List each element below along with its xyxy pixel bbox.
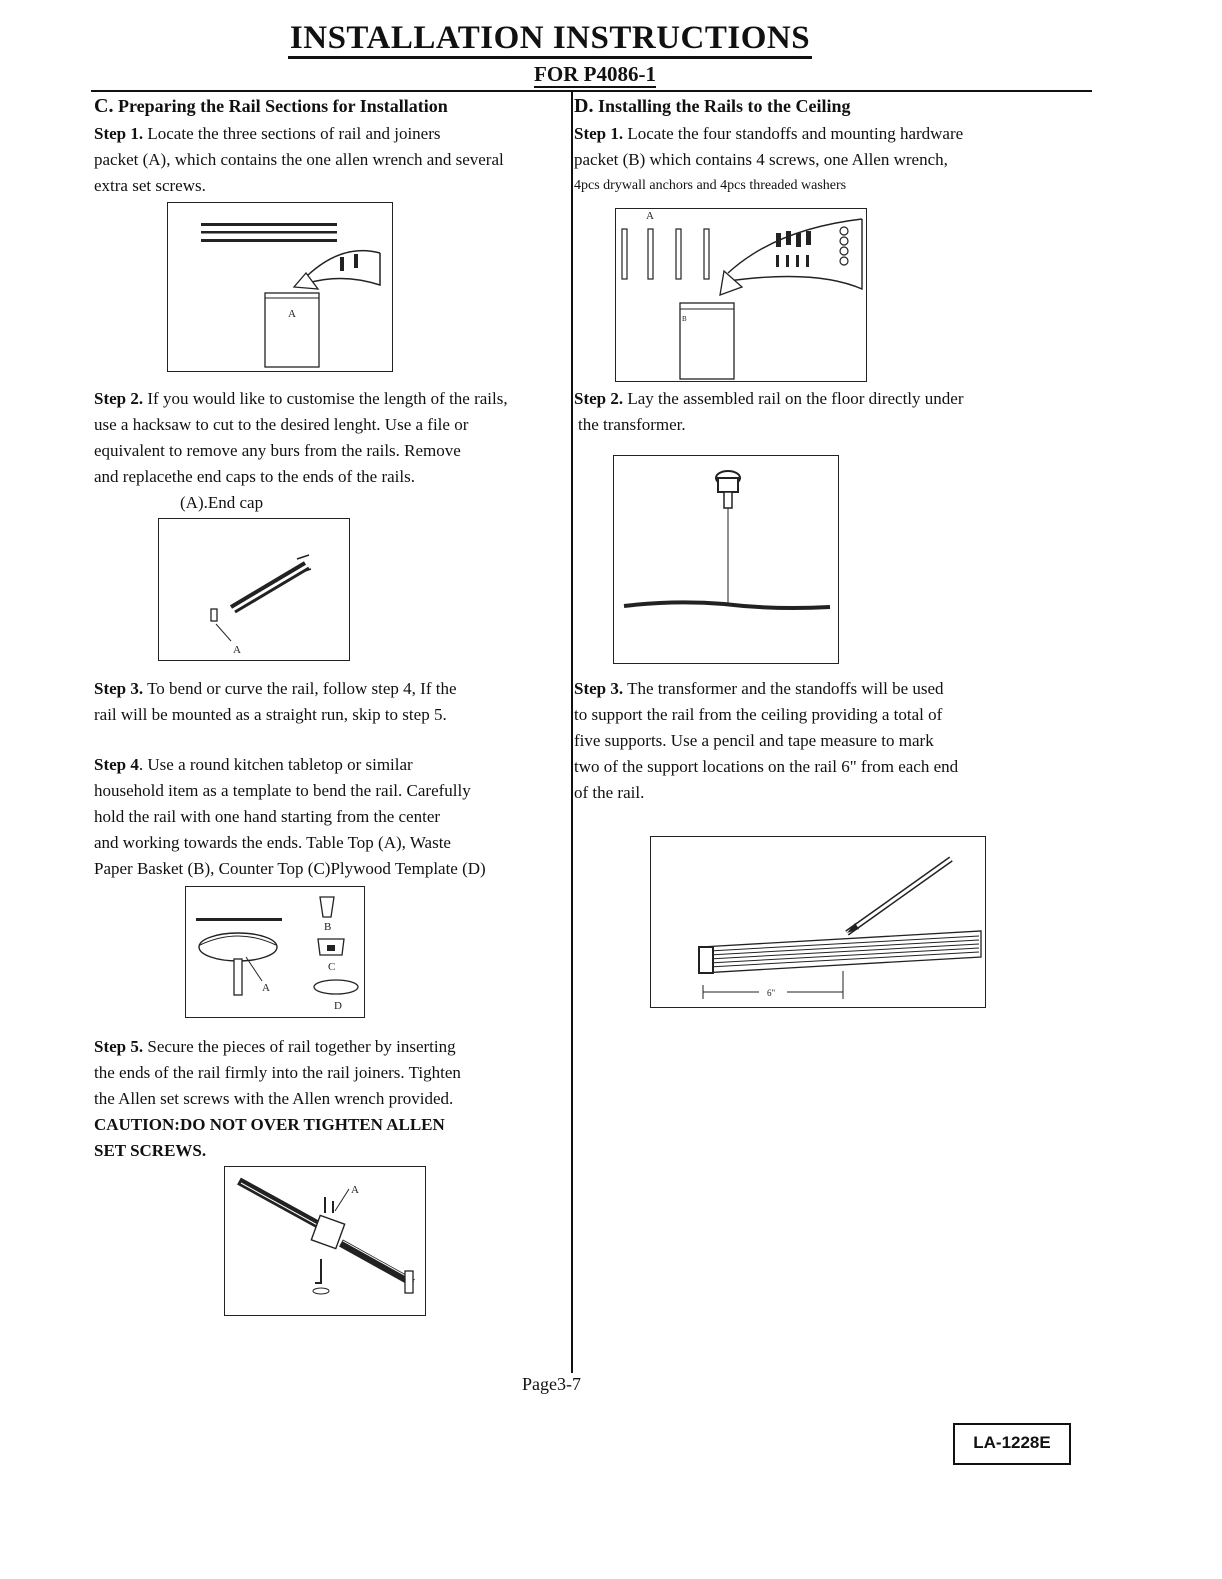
end-cap-caption: (A).End cap [180,493,264,512]
figure-label-d: D [334,1000,342,1012]
figure-label-a: A [262,982,270,994]
header-divider [91,90,1092,92]
caution-text-line2: SET SCREWS. [94,1141,207,1160]
page-subtitle: FOR P4086-1 [534,62,656,86]
figure-label-a: A [351,1184,359,1196]
figure-bending-templates [185,886,365,1018]
column-divider [571,90,573,1373]
document-code: LA-1228E [953,1423,1071,1465]
section-c-step4: Step 4. Use a round kitchen tabletop or similar household item as a template to bend the rail. Carefully hold the rail with one hand starting from the center and working towards the ends. Table Top (A), Waste Paper Basket (B), Counter Top (C)Plywood Template (D) [94,755,486,878]
figure-end-cap [158,518,350,661]
figure-label-b: B [324,921,332,933]
figure-label-a: A [233,644,241,656]
figure-rail-joiner [224,1166,426,1316]
section-d-step2: Step 2. Lay the assembled rail on the floor directly under the transformer. [574,389,964,434]
section-d-step3: Step 3. The transformer and the standoffs will be used to support the rail from the ceiling providing a total of five supports. Use a pencil and tape measure to mark two of the support locations on the rail 6" from each end of the rail. [574,679,959,802]
figure-standoffs-hardware [615,208,867,382]
figure-rails-and-packet [167,202,393,372]
section-d-heading: D. Installing the Rails to the Ceiling [574,95,851,117]
figure-label-a: A [646,210,654,222]
figure-label-c: C [328,961,336,973]
figure-label-b: B [682,315,687,323]
page-number: Page3-7 [522,1374,581,1394]
section-c-step1: Step 1. Locate the three sections of rail and joiners packet (A), which contains the one allen wrench and several extra set screws. [94,124,504,195]
section-c-heading: C. Preparing the Rail Sections for Installation [94,95,448,117]
section-c-step5: Step 5. Secure the pieces of rail together by inserting the ends of the rail firmly into the rail joiners. Tighten the Allen set screws with the Allen wrench provided. CAUTION:DO NOT OVER TIGHTEN ALLEN SET SCREWS. [94,1034,564,1164]
section-c-step3: Step 3. To bend or curve the rail, follow step 4, If the rail will be mounted as a straight run, skip to step 5. [94,679,457,724]
caution-text-line1: CAUTION:DO NOT OVER TIGHTEN ALLEN [94,1115,445,1134]
figure-mark-rail [650,836,986,1008]
page-title: INSTALLATION INSTRUCTIONS [0,20,1100,57]
section-d-step1: Step 1. Locate the four standoffs and mounting hardware packet (B) which contains 4 screws, one Allen wrench, 4pcs drywall anchors and 4pcs threaded washers [574,124,964,193]
figure-label-a: A [288,308,296,320]
figure-label-six-inches: 6" [767,988,776,998]
figure-transformer-rail [613,455,839,664]
section-c-step2: Step 2. If you would like to customise the length of the rails, use a hacksaw to cut to the desired lenght. Use a file or equivalent to remove any burs from the rails. Remove and replacethe end caps to the ends of the rails. (A).End cap [94,386,564,516]
